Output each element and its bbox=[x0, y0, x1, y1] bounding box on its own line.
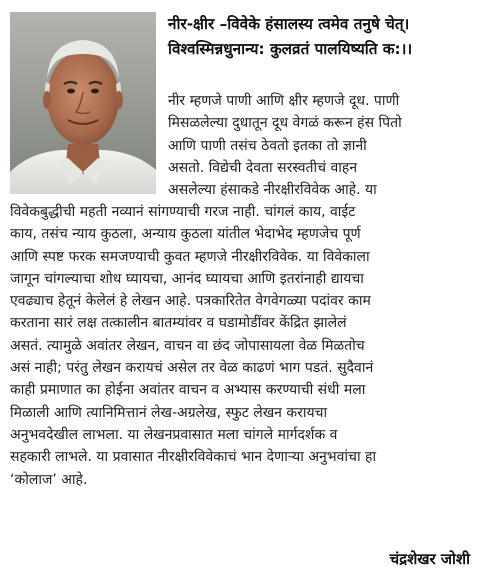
body-line: मिळाली आणि त्यानिमित्तानं लेख-अग्रलेख, स्फुट लेखन करायचा bbox=[10, 404, 328, 421]
verse-line: विश्वस्मिन्नधुनान्य: कुलव्रतं पालयिष्यति क:।। bbox=[168, 40, 413, 58]
sanskrit-verse bbox=[168, 12, 473, 62]
body-line: विवेकबुद्धीची महती नव्यानं सांगण्याची गरज नाही. चांगलं काय, वाईट bbox=[10, 204, 356, 220]
body-line: करताना सारं लक्ष तत्कालीन बातम्यांवर व घडामोडींवर केंद्रित झालेलं bbox=[10, 315, 347, 332]
body-line: मिसळलेल्या दुधातून दूध वेगळं करून हंस पितो bbox=[168, 115, 402, 132]
author-portrait-image bbox=[10, 12, 156, 194]
author-signature: चंद्रशेखर जोशी bbox=[389, 550, 470, 568]
body-text-beside-photo bbox=[168, 90, 473, 201]
body-line: आणि पाणी तसंच ठेवतो इतका तो ज्ञानी bbox=[168, 137, 367, 154]
body-line: असतं. त्यामुळे अवांतर लेखन, वाचन वा छंद जोपासायला वेळ मिळतोच bbox=[10, 337, 365, 354]
body-line: आणि स्पष्ट फरक समजण्याची कुवत म्हणजे नीरक्षीरविवेक. या विवेकाला bbox=[10, 248, 370, 265]
body-text-full-width bbox=[10, 201, 475, 491]
body-line: एवढ्याच हेतूनं केलेलं हे लेखन आहे. पत्रकारितेत वेगवेगळ्या पदांवर काम bbox=[10, 293, 371, 310]
body-line: असतो. विद्येची देवता सरस्वतीचं वाहन bbox=[168, 159, 358, 176]
body-line: अनुभवदेखील लाभला. या लेखनप्रवासात मला चांगले मार्गदर्शक व bbox=[10, 426, 338, 443]
body-line: ‘कोलाज’ आहे. bbox=[10, 471, 88, 488]
body-line: काय, तसंच न्याय कुठला, अन्याय कुठला यांतील भेदाभेद म्हणजेच पूर्ण bbox=[10, 226, 361, 243]
body-line: काही प्रमाणात का होईना अवांतर वाचन व अभ्यास करण्याची संधी मला bbox=[10, 382, 366, 399]
body-line: नीर म्हणजे पाणी आणि क्षीर म्हणजे दूध. पाणी bbox=[168, 93, 400, 109]
body-line: असं नाही; परंतु लेखन करायचं असेल तर वेळ काढणं भाग पडतं. सुदैवानं bbox=[10, 360, 374, 377]
author-photo bbox=[10, 12, 156, 194]
body-line: जागून चांगल्याचा शोध घ्यायचा, आनंद घ्यायचा आणि इतरांनाही द्यायचा bbox=[10, 270, 364, 287]
verse-line: नीर-क्षीर –विवेके हंसालस्य त्वमेव तनुषे चेत्। bbox=[168, 15, 410, 33]
body-line: सहकारी लाभले. या प्रवासात नीरक्षीरविवेकाचं भान देणाऱ्या अनुभवांचा हा bbox=[10, 449, 377, 466]
body-line: असलेल्या हंसाकडे नीरक्षीरविवेक आहे. या bbox=[168, 182, 377, 199]
